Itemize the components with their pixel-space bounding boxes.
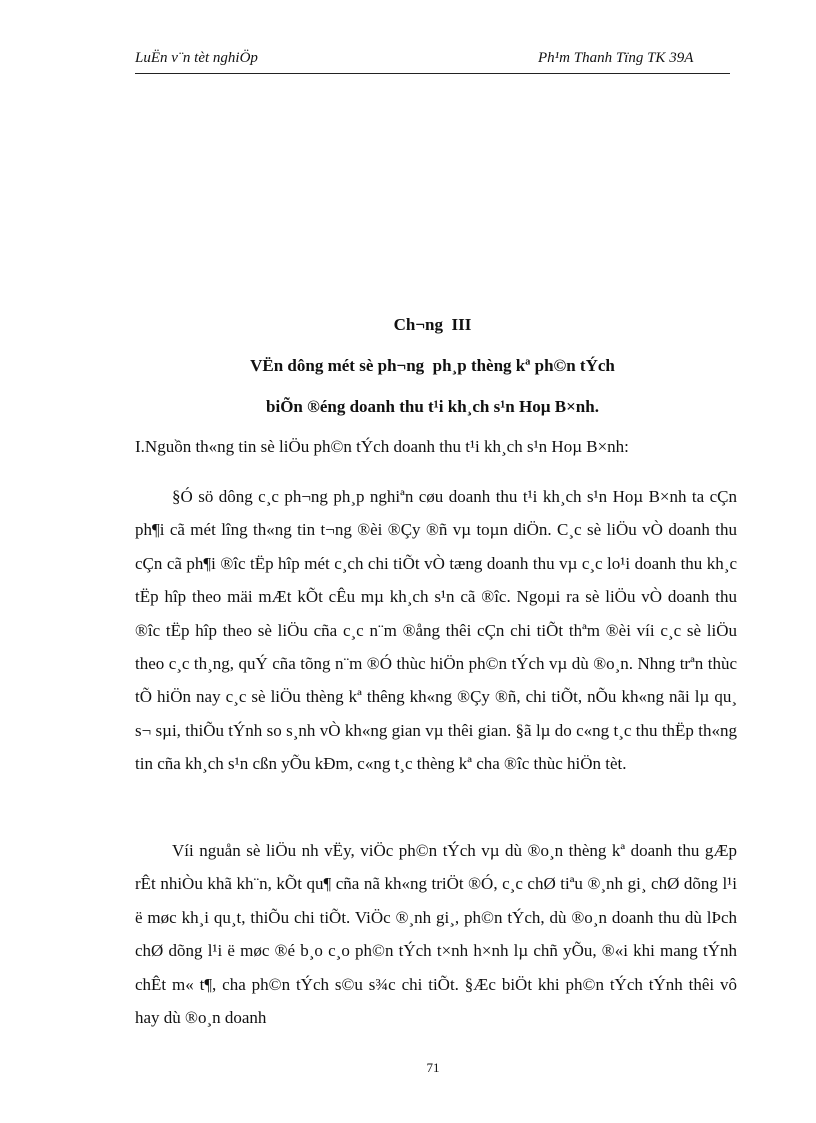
section-heading: I.Nguồn th«ng tin sè liÖu ph©n tÝch doanh thu t¹i kh¸ch s¹n Hoµ B×nh: — [135, 437, 629, 456]
body-paragraph-2: Víi nguån sè liÖu nh vËy, viÖc ph©n tÝch vµ dù ®o¸n thèng kª doanh thu gÆp rÊt nhiÒu khã kh¨n, kÕt qu¶ cña nã kh«ng triÖt ®Ó, c¸c chØ tiªu ®¸nh gi¸ chØ dõng l¹i ë møc kh¸i qu¸t, thiÕu chi tiÕt. ViÖc ®¸nh gi¸, ph©n tÝch, dù ®o¸n doanh thu dù lÞch chØ dõng l¹i ë møc ®é b¸o c¸o ph©n tÝch t×nh h×nh lµ chñ yÕu, ®«i khi mang tÝnh chÊt m« t¶, cha ph©n tÝch s©u s¾c chi tiÕt. §Æc biÖt khi ph©n tÝch tÝnh thêi vô hay dù ®o¸n doanh — [135, 841, 737, 1028]
chapter-title-line-2: biÕn ®éng doanh thu t¹i kh¸ch s¹n Hoµ B×nh. — [266, 397, 599, 416]
running-header-right: Ph¹m Thanh Tïng TK 39A — [538, 50, 694, 66]
header-divider — [135, 73, 730, 74]
running-header-left: LuËn v¨n tèt nghiÖp — [135, 50, 258, 66]
page-number: 71 — [426, 1060, 440, 1075]
body-paragraph-1: §Ó sö dông c¸c ph¬ng ph¸p nghiªn cøu doanh thu t¹i kh¸ch s¹n Hoµ B×nh ta cÇn ph¶i cã mét lîng th«ng tin t¬ng ®èi ®Çy ®ñ vµ toµn diÖn. C¸c sè liÖu vÒ doanh thu cÇn cã ph¶i ®îc tËp hîp mét c¸ch chi tiÕt vÒ tæng doanh thu vµ c¸c lo¹i doanh thu kh¸c tËp hîp theo mäi mÆt kÕt cÊu mµ kh¸ch s¹n cã ®îc. Ngoµi ra sè liÖu vÒ doanh thu ®îc tËp hîp theo sè liÖu cña c¸c n¨m ®ång thêi cÇn chi tiÕt thªm ®èi víi c¸c sè liÖu theo c¸c th¸ng, quÝ cña tõng n¨m ®Ó thùc hiÖn ph©n tÝch vµ dù ®o¸n. Nhng trªn thùc tÕ hiÖn nay c¸c sè liÖu thèng kª thêng kh«ng ®Çy ®ñ, chi tiÕt, nÕu kh«ng nãi lµ qu¸ s¬ sµi, thiÕu tÝnh so s¸nh vÒ kh«ng gian vµ thêi gian. §ã lµ do c«ng t¸c thu thËp th«ng tin cña kh¸ch s¹n cßn yÕu kÐm, c«ng t¸c thèng kª cha ®îc thùc hiÖn tèt. — [135, 487, 737, 774]
chapter-number: Ch¬ng III — [393, 315, 472, 334]
chapter-title-line-1: VËn dông mét sè ph¬ng ph¸p thèng kª ph©n tÝch — [250, 356, 615, 375]
